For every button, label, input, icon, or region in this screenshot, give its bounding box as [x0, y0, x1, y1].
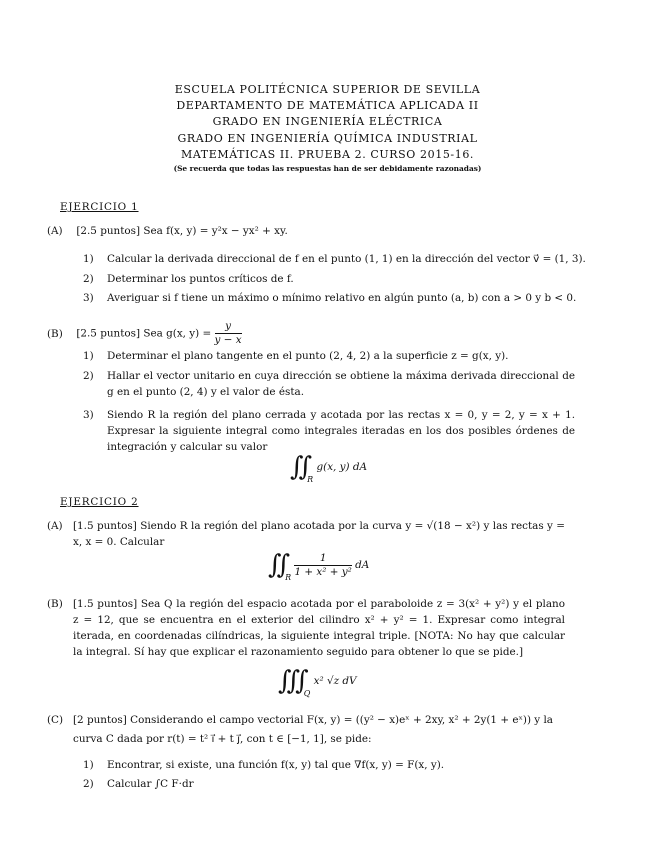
item-number: 3) — [83, 292, 94, 304]
ex2-c-statement-line1: [2 puntos] Considerando el campo vectorial F(x, y) = ((y² − x)eˣ + 2xy, x² + 2y(1 + eˣ)) y la — [73, 714, 553, 726]
item-text: Siendo R la región del plano cerrada y acotada por las rectas x = 0, y = 2, y = x + 1. Expresar la siguiente integral como integrales iteradas en los dos posibles órdenes de integración y calcular su valor — [107, 409, 575, 453]
item-number: 3) — [83, 409, 94, 421]
header-department: DEPARTAMENTO DE MATEMÁTICA APLICADA II — [176, 99, 479, 113]
g-denominator: y − x — [214, 334, 242, 346]
header-degree-electrical: GRADO EN INGENIERÍA ELÉCTRICA — [212, 115, 443, 129]
item-text: Determinar el plano tangente en el punto (2, 4, 2) a la superficie z = g(x, y). — [107, 350, 509, 362]
item-text: Determinar los puntos críticos de f. — [107, 273, 294, 285]
ex1-a-label: (A) — [47, 225, 63, 237]
ex1-b-statement: [2.5 puntos] Sea g(x, y) = — [76, 327, 212, 340]
header-degree-chemical: GRADO EN INGENIERÍA QUÍMICA INDUSTRIAL — [177, 131, 478, 145]
ex1-integral — [290, 452, 367, 482]
list-item — [83, 273, 294, 286]
item-text: Averiguar si f tiene un máximo o mínimo relativo en algún punto (a, b) con a > 0 y b < 0. — [107, 292, 577, 304]
list-item — [83, 253, 586, 266]
integral-region: R — [307, 475, 314, 484]
ex2-a-integral — [268, 550, 369, 580]
exercise-1-title: EJERCICIO 1 — [60, 201, 139, 213]
ex2-a-label: (A) — [47, 520, 63, 532]
item-text: Hallar el vector unitario en cuya dirección se obtiene la máxima derivada direccional de g en el punto (2, 4) y el valor de ésta. — [107, 370, 575, 398]
ex1-part-b — [47, 320, 242, 347]
exam-header — [0, 82, 655, 173]
ex1-a-statement: [2.5 puntos] Sea f(x, y) = y²x − yx² + xy. — [76, 225, 288, 237]
integrand: x² √z dV — [313, 675, 357, 687]
header-note: (Se recuerda que todas las respuestas han de ser debidamente razonadas) — [173, 164, 482, 174]
item-number: 2) — [83, 370, 94, 382]
header-course: MATEMÁTICAS II. PRUEBA 2. CURSO 2015-16. — [180, 147, 475, 161]
list-item — [83, 759, 444, 772]
integrand-fraction — [294, 552, 351, 579]
ex2-b-statement: [1.5 puntos] Sea Q la región del espacio acotada por el paraboloide z = 3(x² + y²) y el plano z = 12, que se encuentra en el exterior del cilindro x² + y² = 1. Expresar como integral iterada, en coordenadas cilíndricas, la siguiente integral triple. [NOTA: No hay que calcular la integral. Sí hay que explicar el razonamiento seguido para obtener lo que se pide.] — [73, 598, 565, 658]
list-item — [83, 292, 576, 305]
ex1-b-label: (B) — [47, 327, 63, 340]
g-fraction — [215, 320, 242, 347]
item-number: 1) — [83, 350, 94, 362]
g-numerator: y — [215, 320, 242, 334]
exercise-2-title: EJERCICIO 2 — [60, 496, 139, 508]
integral-differential: dA — [355, 559, 370, 571]
integral-region: R — [285, 573, 292, 582]
header-school: ESCUELA POLITÉCNICA SUPERIOR DE SEVILLA — [174, 83, 481, 96]
item-number: 2) — [83, 273, 94, 285]
ex2-b-label: (B) — [47, 598, 63, 610]
fraction-denominator: 1 + x² + y² — [294, 565, 352, 578]
list-item — [83, 778, 194, 791]
item-text: Calcular ∫C F·dr — [107, 778, 194, 790]
ex2-c-label: (C) — [47, 714, 64, 726]
item-number: 1) — [83, 759, 94, 771]
double-integral-sign: ∬ — [290, 452, 304, 482]
double-integral-sign: ∬ — [268, 550, 282, 580]
item-number: 1) — [83, 253, 94, 265]
list-item — [83, 350, 508, 363]
triple-integral-sign: ∭ — [278, 666, 300, 696]
item-number: 2) — [83, 778, 94, 790]
ex2-b-integral — [278, 666, 357, 696]
fraction-numerator: 1 — [294, 552, 351, 566]
ex2-c-statement-line2: curva C dada por r(t) = t² i⃗ + t j⃗, con t ∈ [−1, 1], se pide: — [73, 733, 372, 745]
ex2-a-statement: [1.5 puntos] Siendo R la región del plano acotada por la curva y = √(18 − x²) y las rectas y = x, x = 0. Calcular — [73, 520, 565, 548]
item-text: Encontrar, si existe, una función f(x, y) tal que ∇f(x, y) = F(x, y). — [107, 759, 445, 771]
ex1-part-a — [47, 225, 288, 238]
integral-region: Q — [303, 689, 311, 698]
integrand: g(x, y) dA — [316, 461, 368, 473]
item-text: Calcular la derivada direccional de f en el punto (1, 1) en la dirección del vector v⃗ = (1, 3). — [107, 253, 586, 265]
